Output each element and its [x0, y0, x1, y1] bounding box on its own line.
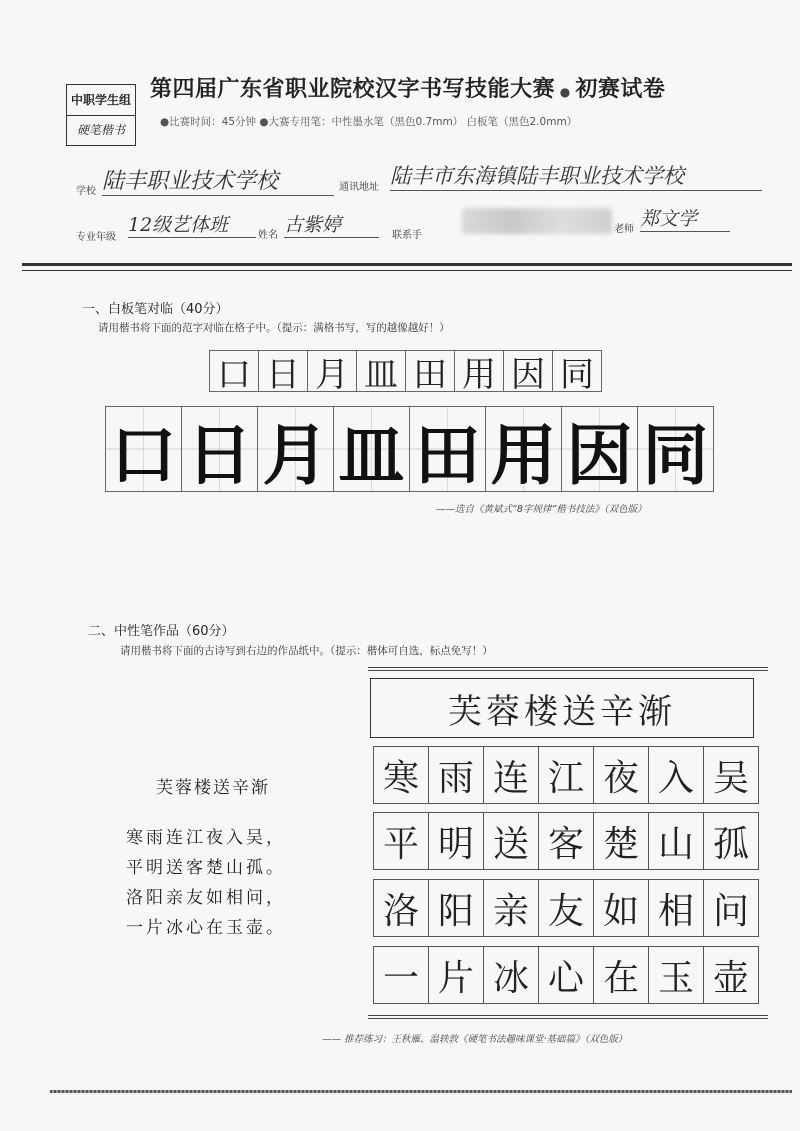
recommend-note: —— 推荐练习：王秋雁、温轶敦《硬笔书法趣味课堂·基础篇》（双色版）: [322, 1034, 628, 1045]
school-field[interactable]: 陆丰职业技术学校: [102, 164, 334, 196]
phone-field-redacted: [462, 208, 612, 234]
work-char-cell[interactable]: 一: [373, 946, 429, 1004]
written-char-row: [106, 406, 714, 492]
work-char-cell[interactable]: 亲: [483, 879, 539, 937]
work-char-cell[interactable]: 雨: [428, 746, 484, 804]
written-char[interactable]: 日: [181, 406, 258, 492]
poem-line: 寒雨连江夜入吴，: [126, 828, 286, 848]
work-char-cell[interactable]: 相: [648, 879, 704, 937]
grade-field[interactable]: 12级艺体班: [128, 210, 256, 238]
written-char[interactable]: 皿: [333, 406, 410, 492]
work-char-cell[interactable]: 连: [483, 746, 539, 804]
school-label: 学校: [76, 186, 96, 197]
model-char: 用: [454, 350, 504, 392]
work-char-cell[interactable]: 友: [538, 879, 594, 937]
work-paper-row: [374, 879, 759, 937]
model-char-row: [210, 350, 602, 395]
work-char-cell[interactable]: 如: [593, 879, 649, 937]
section1-title: 一、白板笔对临（40分）: [82, 302, 229, 317]
work-char-cell[interactable]: 山: [648, 812, 704, 870]
footer-divider: [50, 1090, 792, 1093]
exam-title: [150, 72, 665, 103]
exam-info: ●比赛时间：45分钟 ●大赛专用笔：中性墨水笔（黑色0.7mm） 白板笔（黑色2.0mm）: [160, 116, 578, 128]
work-char-cell[interactable]: 孤: [703, 812, 759, 870]
work-char-cell[interactable]: 洛: [373, 879, 429, 937]
work-char-cell[interactable]: 心: [538, 946, 594, 1004]
exam-title-suffix: 初赛试卷: [575, 77, 666, 102]
written-char[interactable]: 用: [485, 406, 562, 492]
header-divider: [22, 263, 792, 266]
work-char-cell[interactable]: 阳: [428, 879, 484, 937]
work-char-cell[interactable]: 客: [538, 812, 594, 870]
work-char-cell[interactable]: 平: [373, 812, 429, 870]
group-sub-label: 硬笔楷书: [76, 123, 125, 137]
section1-instruction: 请用楷书将下面的范字对临在格子中。（提示：满格书写，写的越像越好！）: [98, 322, 450, 334]
work-char-cell[interactable]: 吴: [703, 746, 759, 804]
work-char-cell[interactable]: 问: [703, 879, 759, 937]
work-char-cell[interactable]: 明: [428, 812, 484, 870]
work-char-cell[interactable]: 江: [538, 746, 594, 804]
poem-title: 芙蓉楼送辛渐: [156, 778, 270, 798]
written-char[interactable]: 口: [105, 406, 182, 492]
work-char-cell[interactable]: 入: [648, 746, 704, 804]
section2-instruction: 请用楷书将下面的古诗写到右边的作品纸中。（提示：楷体可自选，标点免写！）: [120, 645, 493, 657]
exam-title-main: 第四届广东省职业院校汉字书写技能大赛: [150, 77, 556, 102]
grade-label: 专业年级: [76, 232, 116, 243]
model-char: 月: [307, 350, 357, 392]
name-field[interactable]: 古紫婷: [284, 210, 379, 238]
work-paper-row: [374, 812, 759, 870]
work-char-cell[interactable]: 楚: [593, 812, 649, 870]
poem-line: 一片冰心在玉壶。: [126, 918, 286, 938]
work-paper-row: [374, 946, 759, 1004]
phone-label: 联系手: [392, 230, 422, 241]
group-label: 中职学生组: [67, 85, 135, 116]
address-field[interactable]: 陆丰市东海镇陆丰职业技术学校: [390, 160, 762, 191]
work-paper-row: [374, 746, 759, 804]
model-char: 田: [405, 350, 455, 392]
work-char-cell[interactable]: 送: [483, 812, 539, 870]
work-char-cell[interactable]: 壶: [703, 946, 759, 1004]
work-char-cell[interactable]: 玉: [648, 946, 704, 1004]
work-char-cell[interactable]: 在: [593, 946, 649, 1004]
poem-line: 平明送客楚山孤。: [126, 858, 286, 878]
model-char: 同: [552, 350, 602, 392]
section1-source: ——选自《黄斌式“8字规律”楷书技法》（双色版）: [436, 504, 647, 515]
address-label: 通讯地址: [339, 182, 379, 193]
poem-line: 洛阳亲友如相问，: [126, 888, 286, 908]
model-char: 口: [209, 350, 259, 392]
written-char[interactable]: 月: [257, 406, 334, 492]
written-char[interactable]: 田: [409, 406, 486, 492]
written-char[interactable]: 同: [637, 406, 714, 492]
work-paper-title[interactable]: 芙蓉楼送辛渐: [370, 678, 754, 738]
written-char[interactable]: 因: [561, 406, 638, 492]
work-char-cell[interactable]: 夜: [593, 746, 649, 804]
section2-title: 二、中性笔作品（60分）: [88, 624, 235, 639]
work-char-cell[interactable]: 冰: [483, 946, 539, 1004]
bullet-icon: ●: [555, 85, 576, 99]
teacher-field[interactable]: 郑文学: [640, 204, 730, 232]
group-badge: [66, 84, 136, 146]
teacher-label: 老师: [614, 224, 634, 235]
name-label: 姓名: [258, 230, 278, 241]
work-char-cell[interactable]: 寒: [373, 746, 429, 804]
model-char: 因: [503, 350, 553, 392]
model-char: 日: [258, 350, 308, 392]
work-char-cell[interactable]: 片: [428, 946, 484, 1004]
model-char: 皿: [356, 350, 406, 392]
header-divider-thin: [22, 270, 792, 271]
